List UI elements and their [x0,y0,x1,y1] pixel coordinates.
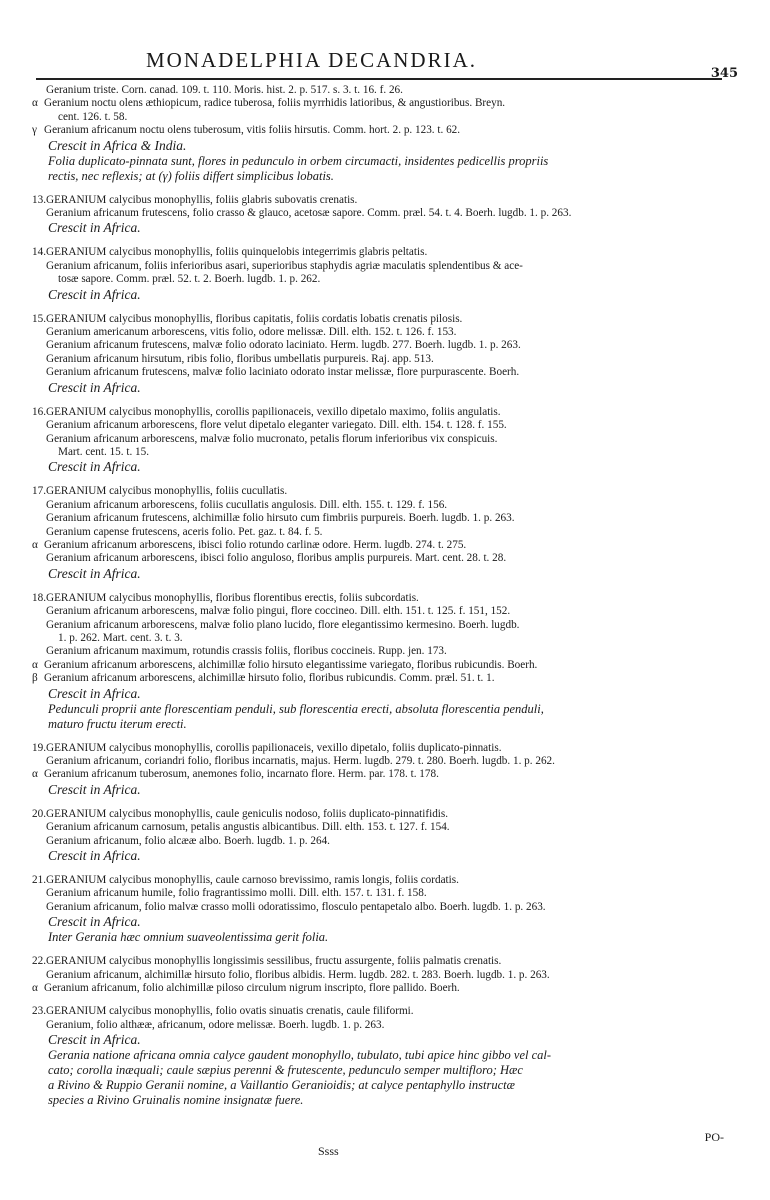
synonym-line [32,552,722,565]
synonym-line [32,111,722,124]
species-diagnosis [32,742,722,755]
line-text: 19.GERANIUM calycibus monophyllis, corollis papilionaceis, vexillo dipetalo, foliis duplicato-pinnatis. [32,741,502,754]
species-entry [32,313,722,396]
species-diagnosis [32,194,722,207]
species-diagnosis [32,406,722,419]
line-text: Geranium, folio althææ, africanum, odore melissæ. Boerh. lugdb. 1. p. 263. [46,1018,385,1031]
synonym-line [32,207,722,220]
species-entry [32,194,722,237]
line-text: Geranium africanum frutescens, malvæ folio laciniato odorato instar melissæ, flore purpurascente. Boerh. [46,366,520,379]
line-text: Geranium africanum humile, folio fragrantissimo molli. Dill. elth. 157. t. 131. f. 158. [46,887,427,900]
line-text: Geranium africanum frutescens, malvæ folio odorato laciniato. Herm. lugdb. 277. Boerh. lugdb. 1. p. 263. [46,339,521,352]
species-entry [32,808,722,864]
line-text: Geranium noctu olens æthiopicum, radice tuberosa, foliis myrrhidis latioribus, & angustioribus. Breyn. [44,97,506,110]
habitat-line: Crescit in Africa. [48,1032,141,1048]
line-text: 16.GERANIUM calycibus monophyllis, corollis papilionaceis, vexillo dipetalo maximo, foliis angulatis. [32,405,501,418]
line-text: Geranium africanum arborescens, malvæ folio pingui, flore coccineo. Dill. elth. 151. t. 125. f. 151, 152. [46,605,511,618]
habitat-line: Crescit in Africa & India. [48,137,187,153]
synonym-line [32,835,722,848]
synonym-line [32,366,722,379]
synonym-line [32,605,722,618]
observation-note: cato; corolla inæquali; caule sæpius perenni & frutescente, pedunculo semper multifloro; Hæc [48,1063,523,1078]
synonym-line [32,901,722,914]
synonym-line [32,969,722,982]
synonym-line [32,619,722,632]
synonym-line [32,419,722,432]
habitat-line: Crescit in Africa. [48,781,141,797]
species-entry [32,874,722,945]
variety-mark: α [32,768,38,781]
observation-note: Inter Gerania hæc omnium suaveolentissima gerit folia. [48,930,329,945]
variety-mark: α [32,658,38,671]
line-text: Geranium africanum, folio alchimillæ piloso circulum nigrum inscripto, flore pallido. Boerh. [44,982,460,995]
species-entry [32,1005,722,1108]
synonym-line [32,326,722,339]
habitat-line: Crescit in Africa. [48,220,141,236]
variety-mark: α [32,97,38,110]
species-diagnosis [32,955,722,968]
synonym-line [32,433,722,446]
habitat-line: Crescit in Africa. [48,459,141,475]
line-text: Geranium africanum arborescens, malvæ folio mucronato, petalis florum inferioribus vix conspicuis. [46,432,498,445]
line-text: Geranium africanum arborescens, foliis cucullatis angulosis. Dill. elth. 155. t. 129. f. 156. [46,498,448,511]
species-entry [32,485,722,581]
observation-note: Pedunculi proprii ante florescentiam penduli, sub florescentia erecti, absoluta florescentia penduli, [48,701,544,716]
species-diagnosis [32,313,722,326]
line-text: Geranium africanum frutescens, alchimillæ folio hirsuto cum fimbriis purpureis. Boerh. lugdb. 1. p. 263. [46,512,515,525]
synonym-line [32,887,722,900]
line-text: Geranium africanum arborescens, flore velut dipetalo eleganter variegato. Dill. elth. 154. t. 128. f. 155. [46,419,507,432]
synonym-line [32,84,722,97]
synonym-line [32,446,722,459]
observation-note: Folia duplicato-pinnata sunt, flores in pedunculo in orbem circumacti, insidentes pedicellis propriis [48,153,549,168]
synonym-line [32,672,722,685]
synonym-line [32,526,722,539]
line-text: Geranium triste. Corn. canad. 109. t. 110. Moris. hist. 2. p. 517. s. 3. t. 16. f. 26. [46,84,403,96]
line-text: Geranium africanum, foliis inferioribus asari, superioribus staphydis agriæ maculatis splendentibus & ace- [46,259,523,272]
synonym-line [32,273,722,286]
habitat-line: Crescit in Africa. [48,685,141,701]
species-entry [32,406,722,476]
synonym-line [32,539,722,552]
line-text: Geranium africanum arborescens, ibisci folio anguloso, floribus amplis purpureis. Mart. cent. 28. t. 28. [46,552,507,565]
page-header [36,44,738,81]
line-text: Geranium africanum hirsutum, ribis folio, floribus umbellatis purpureis. Raj. app. 513. [46,352,434,365]
species-diagnosis [32,808,722,821]
line-text: 1. p. 262. Mart. cent. 3. t. 3. [58,631,183,644]
line-text: Geranium africanum arborescens, alchimillæ folio hirsuto elegantissime variegato, floribus rubicundis. Boerh. [44,658,538,671]
species-diagnosis [32,485,722,498]
synonym-line [32,499,722,512]
species-entry [32,84,722,184]
catchword: PO- [704,1130,724,1144]
line-text: 18.GERANIUM calycibus monophyllis, floribus florentibus erectis, foliis subcordatis. [32,591,419,604]
line-text: Geranium africanum, folio malvæ crasso molli odoratissimo, flosculo pentapetalo albo. Boerh. lugdb. 1. p. 263. [46,900,546,913]
habitat-line: Crescit in Africa. [48,848,141,864]
line-text: Mart. cent. 15. t. 15. [58,445,150,458]
habitat-line: Crescit in Africa. [48,914,141,930]
line-text: 23.GERANIUM calycibus monophyllis, folio ovatis sinuatis crenatis, caule filiformi. [32,1005,414,1018]
observation-note: maturo fructu iterum erecti. [48,716,187,731]
synonym-line [32,768,722,781]
line-text: Geranium africanum noctu olens tuberosum, vitis foliis hirsutis. Comm. hort. 2. p. 123. t. 62. [44,124,461,137]
synonym-line [32,821,722,834]
synonym-line [32,1019,722,1032]
line-text: Geranium africanum arborescens, malvæ folio plano lucido, flore elegantissimo kermesino. Boerh. lugdb. [46,618,520,631]
page-number: 345 [710,66,738,81]
observation-note: a Rivino & Ruppio Geranii nomine, a Vaillantio Geranioidis; at calyce pentaphyllo instructæ [48,1078,515,1093]
line-text: Geranium africanum tuberosum, anemones folio, incarnato flore. Herm. par. 178. t. 178. [44,768,439,781]
line-text: Geranium africanum carnosum, petalis angustis albicantibus. Dill. elth. 153. t. 127. f. 154. [46,821,450,834]
species-entry [32,955,722,995]
species-diagnosis [32,592,722,605]
line-text: Geranium americanum arborescens, vitis folio, odore melissæ. Dill. elth. 152. t. 126. f. 153. [46,326,457,339]
synonym-line [32,632,722,645]
page-body [32,80,722,1108]
signature-mark: Ssss [318,1144,339,1158]
synonym-line [32,659,722,672]
line-text: 20.GERANIUM calycibus monophyllis, caule geniculis nodoso, foliis duplicato-pinnatifidis. [32,807,449,820]
line-text: Geranium africanum arborescens, alchimillæ hirsuto folio, floribus rubicundis. Comm. præl. 51. t. 1. [44,672,495,685]
species-diagnosis [32,874,722,887]
line-text: Geranium africanum frutescens, folio crasso & glauco, acetosæ sapore. Comm. præl. 54. t. 4. Boerh. lugdb. 1. p. 263. [46,207,572,220]
synonym-line [32,982,722,995]
variety-mark: γ [32,124,37,137]
line-text: Geranium africanum, alchimillæ hirsuto folio, floribus albidis. Herm. lugdb. 282. t. 283. Boerh. lugdb. 1. p. 263. [46,968,550,981]
synonym-line [32,512,722,525]
line-text: 22.GERANIUM calycibus monophyllis longissimis sessilibus, fructu assurgente, foliis palmatis crenatis. [32,955,502,968]
observation-note: rectis, nec reflexis; at (γ) foliis differt simplicibus lobatis. [48,168,334,183]
habitat-line: Crescit in Africa. [48,286,141,302]
observation-note: species a Rivino Gruinalis nomine insignatæ fuere. [48,1093,304,1108]
line-text: Geranium africanum maximum, rotundis crassis foliis, floribus coccineis. Rupp. jen. 173. [46,645,447,658]
line-text: Geranium capense frutescens, aceris folio. Pet. gaz. t. 84. f. 5. [46,525,323,538]
variety-mark: β [32,672,38,685]
line-text: 14.GERANIUM calycibus monophyllis, foliis quinquelobis integerrimis glabris peltatis. [32,246,428,259]
line-text: tosæ sapore. Comm. præl. 52. t. 2. Boerh. lugdb. 1. p. 262. [58,273,321,286]
species-entry [32,592,722,732]
line-text: Geranium africanum arborescens, ibisci folio rotundo carlinæ odore. Herm. lugdb. 274. t. 275. [44,538,467,551]
species-entry [32,742,722,798]
line-text: Geranium africanum, folio alcææ albo. Boerh. lugdb. 1. p. 264. [46,834,330,847]
line-text: Geranium africanum, coriandri folio, floribus incarnatis, majus. Herm. lugdb. 279. t. 280. Boerh. lugdb. 1. p. 262. [46,755,555,767]
line-text: cent. 126. t. 58. [58,110,128,123]
synonym-line [32,645,722,658]
observation-note: Gerania natione africana omnia calyce gaudent monophyllo, tubulato, tubi apice hinc gibbo vel cal- [48,1048,552,1063]
species-entry [32,246,722,302]
habitat-line: Crescit in Africa. [48,379,141,395]
synonym-line [32,353,722,366]
line-text: 21.GERANIUM calycibus monophyllis, caule carnoso brevissimo, ramis longis, foliis cordatis. [32,874,459,887]
synonym-line [32,339,722,352]
synonym-line [32,97,722,110]
synonym-line [32,755,722,768]
synonym-line [32,260,722,273]
running-head: MONADELPHIA DECANDRIA. [146,48,477,72]
variety-mark: α [32,538,38,551]
line-text: 13.GERANIUM calycibus monophyllis, foliis glabris subovatis crenatis. [32,193,358,206]
species-diagnosis [32,246,722,259]
species-diagnosis [32,1005,722,1018]
variety-mark: α [32,982,38,995]
line-text: 17.GERANIUM calycibus monophyllis, foliis cucullatis. [32,485,288,498]
line-text: 15.GERANIUM calycibus monophyllis, floribus capitatis, foliis cordatis lobatis crenatis pilosis. [32,312,463,325]
synonym-line [32,124,722,137]
habitat-line: Crescit in Africa. [48,565,141,581]
